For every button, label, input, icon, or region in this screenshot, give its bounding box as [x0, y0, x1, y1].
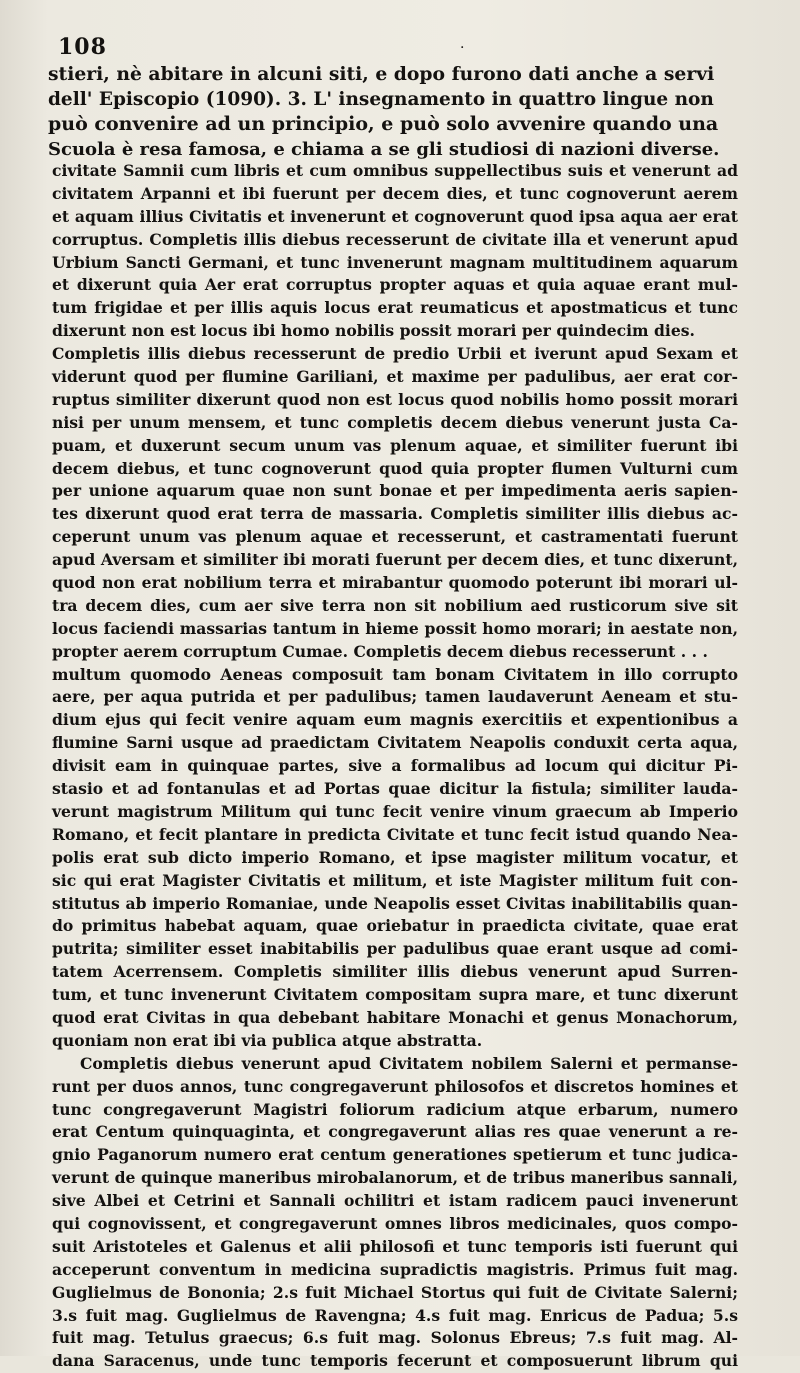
text-line: puam, et duxerunt secum unum vas plenum aquae, et similiter fuerunt ibi [52, 435, 738, 455]
text-line: ceperunt unum vas plenum aquae et recesserunt, et castramentati fuerunt [52, 527, 738, 547]
text-line: propter aerem corruptum Cumae. Completis decem diebus recesserunt . . . [52, 641, 708, 661]
text-line: et dixerunt quia Aer erat corruptus propter aquas et quia aquae erant mul- [52, 275, 738, 295]
text-line: putrita; similiter esset inabitabilis per padulibus quae erant usque ad comi- [52, 939, 738, 959]
text-line: multum quomodo Aeneas composuit tam bonam Civitatem in illo corrupto [52, 664, 738, 684]
text-line: fuit mag. Tetulus graecus; 6.s fuit mag. Solonus Ebreus; 7.s fuit mag. Al- [52, 1328, 738, 1348]
text-line: qui cognovissent, et congregaverunt omnes libros medicinales, quos compo- [52, 1213, 738, 1233]
text-line: 3.s fuit mag. Guglielmus de Ravengna; 4.s fuit mag. Enricus de Padua; 5.s [52, 1305, 738, 1325]
page-number: 108 [58, 34, 107, 60]
text-line: quoniam non erat ibi via publica atque abstratta. [52, 1030, 483, 1050]
text-line: verunt de quinque maneribus mirobalanorum, et de tribus maneribus sannali, [52, 1168, 738, 1188]
text-line: dixerunt non est locus ibi homo nobilis possit morari per quindecim dies. [52, 321, 695, 341]
text-line: apud Aversam et similiter ibi morati fuerunt per decem dies, et tunc dixerunt, [52, 550, 738, 570]
text-line: Guglielmus de Bononia; 2.s fuit Michael Stortus qui fuit de Civitate Salerni; [52, 1282, 738, 1302]
text-line: dium ejus qui fecit venire aquam eum magnis exercitiis et expentionibus a [52, 710, 738, 730]
text-line: et aquam illius Civitatis et invenerunt et cognoverunt quod ipsa aqua aer erat [52, 206, 738, 226]
text-line: gnio Paganorum numero erat centum generationes spetierum et tunc judica- [52, 1145, 738, 1165]
text-line: stieri, nè abitare in alcuni siti, e dopo furono dati anche a servi [48, 63, 715, 85]
text-line: acceperunt conventum in medicina supradictis magistris. Primus fuit mag. [52, 1259, 738, 1279]
text-line: stitutus ab imperio Romaniae, unde Neapolis esset Civitas inabilitabilis quan- [52, 893, 738, 913]
text-line: sive Albei et Cetrini et Sannali ochilitri et istam radicem pauci invenerunt [52, 1191, 738, 1211]
text-line: tum frigidae et per illis aquis locus erat reumaticus et apostmaticus et tunc [52, 298, 738, 318]
text-line: tunc congregaverunt Magistri foliorum radicium atque erbarum, numero [52, 1099, 738, 1119]
text-line: Urbium Sancti Germani, et tunc invenerunt magnam multitudinem aquarum [52, 252, 738, 272]
text-line: do primitus habebat aquam, quae oriebatur in praedicta civitate, quae erat [52, 916, 738, 936]
text-line: quod erat Civitas in qua debebant habitare Monachi et genus Monachorum, [52, 1007, 738, 1027]
text-line: verunt magistrum Militum qui tunc fecit venire vinum graecum ab Imperio [52, 801, 738, 821]
text-line: polis erat sub dicto imperio Romano, et ipse magister militum vocatur, et [52, 847, 738, 867]
text-line: tra decem dies, cum aer sive terra non sit nobilium aed rusticorum sive sit [52, 595, 738, 615]
text-line: runt per duos annos, tunc congregaverunt philosofos et discretos homines et [52, 1076, 738, 1096]
text-line: tatem Acerrensem. Completis similiter illis diebus venerunt apud Surren- [52, 962, 738, 982]
text-line: per unione aquarum quae non sunt bonae et per impedimenta aeris sapien- [52, 481, 738, 501]
text-line: Romano, et fecit plantare in predicta Civitate et tunc fecit istud quando Nea- [52, 824, 738, 844]
text-line: Completis diebus venerunt apud Civitatem nobilem Salerni et permanse- [80, 1053, 738, 1073]
ink-speck: · [460, 40, 465, 56]
text-line: Completis illis diebus recesserunt de predio Urbii et iverunt apud Sexam et [52, 344, 738, 364]
text-line: dana Saracenus, unde tunc temporis fecerunt et composuerunt librum qui [52, 1351, 738, 1371]
text-line: suit Aristoteles et Galenus et alii philosofi et tunc temporis isti fuerunt qui [52, 1236, 738, 1256]
text-line: tum, et tunc invenerunt Civitatem compositam supra mare, et tunc dixerunt [52, 985, 738, 1005]
text-line: civitatem Arpanni et ibi fuerunt per decem dies, et tunc cognoverunt aerem [52, 183, 738, 203]
text-line: stasio et ad fontanulas et ad Portas quae dicitur la fistula; similiter lauda- [52, 779, 738, 799]
text-line: ruptus similiter dixerunt quod non est locus quod nobilis homo possit morari [52, 389, 738, 409]
text-line: nisi per unum mensem, et tunc completis decem diebus venerunt justa Ca- [52, 412, 738, 432]
text-line: divisit eam in quinquae partes, sive a formalibus ad locum qui dicitur Pi- [52, 756, 738, 776]
text-line: locus faciendi massarias tantum in hieme possit homo morari; in aestate non, [52, 618, 738, 638]
text-line: aere, per aqua putrida et per padulibus; tamen laudaverunt Aeneam et stu- [52, 687, 738, 707]
text-line: sic qui erat Magister Civitatis et militum, et iste Magister militum fuit con- [52, 870, 738, 890]
text-line: decem diebus, et tunc cognoverunt quod quia propter flumen Vulturni cum [52, 458, 738, 478]
text-line: tes dixerunt quod erat terra de massaria. Completis similiter illis diebus ac- [52, 504, 738, 524]
text-line: dell' Episcopio (1090). 3. L' insegnamento in quattro lingue non [48, 89, 714, 110]
text-line: corruptus. Completis illis diebus recesserunt de civitate illa et venerunt apud [52, 229, 738, 249]
text-line: civitate Samnii cum libris et cum omnibus suppellectibus suis et venerunt ad [52, 161, 738, 180]
latin-passage [52, 160, 738, 1373]
text-line: flumine Sarni usque ad praedictam Civitatem Neapolis conduxit certa aqua, [52, 733, 738, 753]
text-line: erat Centum quinquaginta, et congregaverunt alias res quae venerunt a re- [52, 1122, 738, 1142]
text-line: può convenire ad un principio, e può solo avvenire quando una [48, 113, 719, 135]
text-line: quod non erat nobilium terra et mirabantur quomodo poterunt ibi morari ul- [52, 573, 738, 593]
text-line: viderunt quod per flumine Gariliani, et maxime per padulibus, aer erat cor- [52, 367, 738, 387]
text-line: Scuola è resa famosa, e chiama a se gli studiosi di nazioni diverse. [48, 139, 720, 160]
italian-paragraph [48, 62, 720, 162]
